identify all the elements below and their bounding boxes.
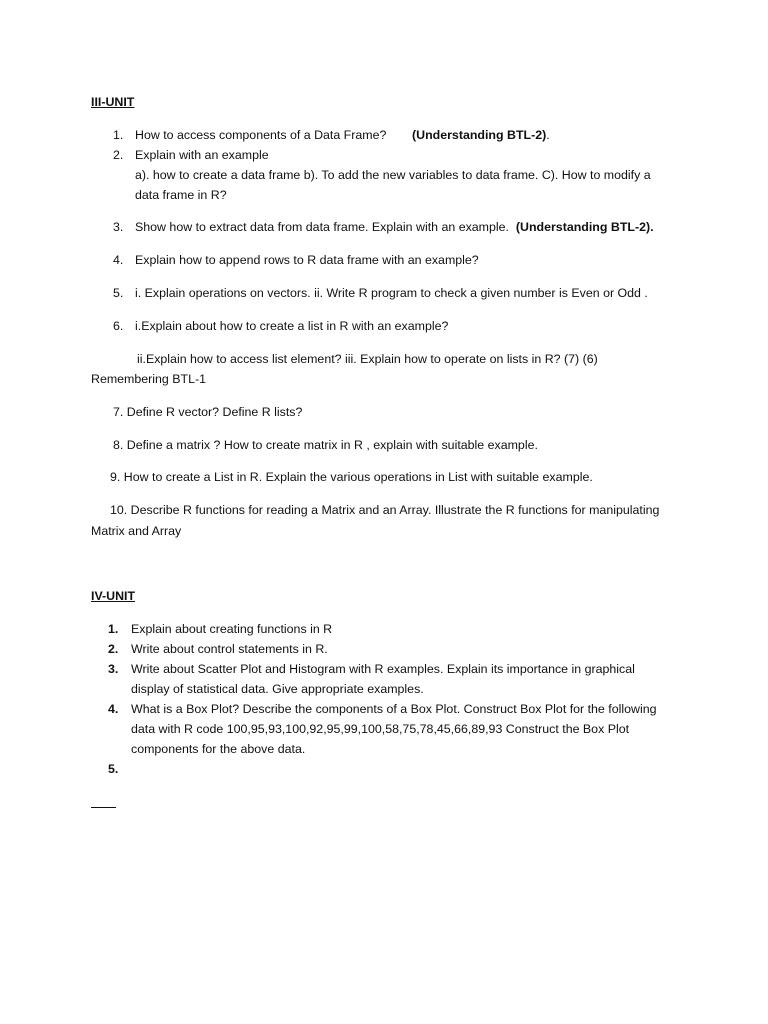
unit4-q2-text: Write about control statements in R. [131,642,328,656]
unit3-q3-text: Show how to extract data from data frame. Explain with an example. [135,220,509,234]
unit3-q2-text: Explain with an example [135,148,269,162]
unit3-q5-number: 5. [113,286,124,300]
unit4-q2-number: 2. [108,642,119,656]
unit3-q3-number: 3. [113,220,124,234]
unit3-q2-sub2: data frame in R? [135,188,227,202]
unit3-heading: III-UNIT [91,95,135,109]
unit3-q2-sub1: a). how to create a data frame b). To add the new variables to data frame. C). How to modify a [135,168,651,182]
unit3-q2-number: 2. [113,148,124,162]
unit4-q4-line2: data with R code 100,95,93,100,92,95,99,100,58,75,78,45,66,89,93 Construct the Box Plot [131,722,630,736]
unit4-q4-line1: What is a Box Plot? Describe the components of a Box Plot. Construct Box Plot for the following [131,702,657,716]
unit3-q1-tag-bold: (Understanding BTL-2) [412,128,547,142]
unit4-q3-line1: Write about Scatter Plot and Histogram with R examples. Explain its importance in graphical [131,662,635,676]
unit3-q1-text: How to access components of a Data Frame? [135,128,387,142]
unit3-q9: 9. How to create a List in R. Explain the various operations in List with suitable example. [110,470,593,484]
unit3-q1-number: 1. [113,128,124,142]
unit3-q10-line1: 10. Describe R functions for reading a Matrix and an Array. Illustrate the R functions for manipulating [110,503,660,517]
unit3-q3-tag: (Understanding BTL-2). [515,220,654,234]
unit4-q1-number: 1. [108,622,119,636]
unit3-q3 [135,217,654,237]
unit4-q3-number: 3. [108,662,119,676]
unit3-q7: 7. Define R vector? Define R lists? [113,405,303,419]
unit4-q4-number: 4. [108,702,119,716]
unit3-q1-tag [412,125,550,145]
unit3-q6-text: i.Explain about how to create a list in R with an example? [135,319,449,333]
unit4-q4-line3: components for the above data. [131,742,306,756]
unit4-q3-line2: display of statistical data. Give appropriate examples. [131,682,424,696]
unit3-q6-line2: ii.Explain how to access list element? iii. Explain how to operate on lists in R? (7) (6) [137,352,598,366]
unit3-q6-line3: Remembering BTL-1 [91,372,207,386]
unit4-q1-text: Explain about creating functions in R [131,622,333,636]
footnote-separator [91,807,116,808]
unit3-q4-number: 4. [113,253,124,267]
unit4-heading: IV-UNIT [91,589,136,603]
unit3-q4-text: Explain how to append rows to R data frame with an example? [135,253,479,267]
unit3-q6-number: 6. [113,319,124,333]
unit4-q5-number: 5. [108,762,119,776]
unit3-q10-line2: Matrix and Array [91,524,182,538]
unit3-q5-text: i. Explain operations on vectors. ii. Write R program to check a given number is Even or Odd . [135,286,648,300]
unit3-q1-tail: . [546,128,550,142]
unit3-q8: 8. Define a matrix ? How to create matrix in R , explain with suitable example. [113,438,538,452]
